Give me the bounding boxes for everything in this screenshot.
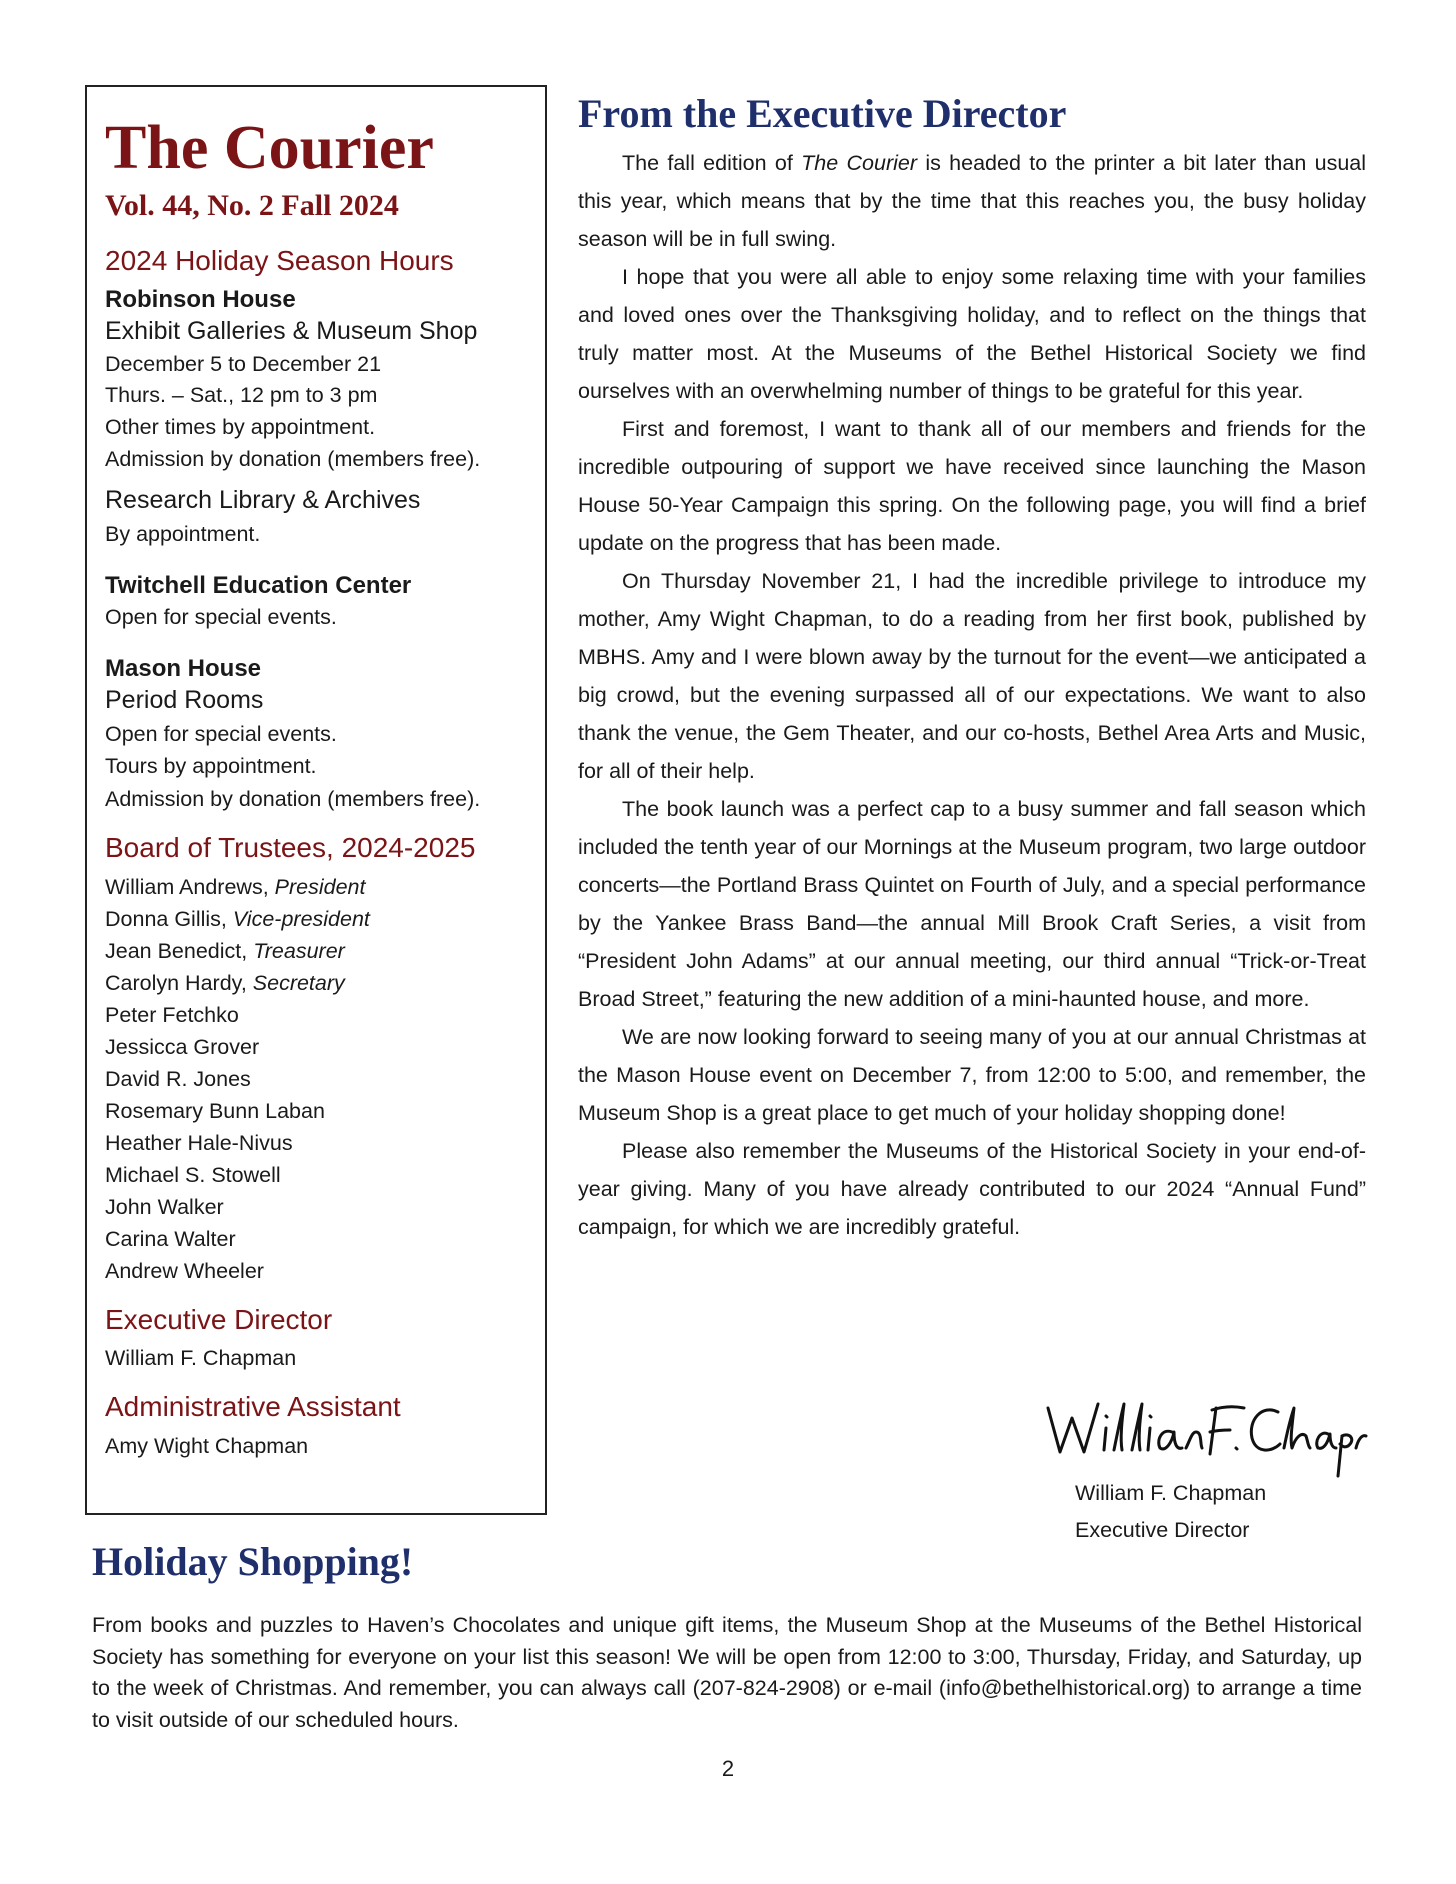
robinson-line: Thurs. – Sat., 12 pm to 3 pm <box>105 383 378 408</box>
trustee-item: Rosemary Bunn Laban <box>105 1098 325 1123</box>
trustee-item: Heather Hale-Nivus <box>105 1130 293 1155</box>
admin-name: Amy Wight Chapman <box>105 1433 309 1458</box>
library-line: By appointment. <box>105 521 261 546</box>
trustee-item: Donna Gillis, Vice-president <box>105 906 370 931</box>
article-paragraph: The fall edition of The Courier is headed to the printer a bit later than usual this year, which means that by the time that this reaches you, the busy holiday season will be in full swing. <box>578 151 1367 251</box>
trustee-item: John Walker <box>105 1194 224 1219</box>
trustee-item: William Andrews, President <box>105 874 366 899</box>
trustee-item: Jean Benedict, Treasurer <box>105 938 345 963</box>
board-heading: Board of Trustees, 2024-2025 <box>105 831 476 863</box>
exec-name: William F. Chapman <box>105 1346 297 1371</box>
mason-line: Admission by donation (members free). <box>105 786 481 811</box>
signatory-name: William F. Chapman <box>1075 1481 1267 1505</box>
director-article <box>578 92 1366 1246</box>
robinson-line: December 5 to December 21 <box>105 351 382 376</box>
hours-heading: 2024 Holiday Season Hours <box>105 245 454 276</box>
mason-line: Tours by appointment. <box>105 754 317 779</box>
admin-heading: Administrative Assistant <box>105 1391 401 1423</box>
mason-subtitle: Period Rooms <box>105 686 264 715</box>
robinson-line: Other times by appointment. <box>105 415 376 440</box>
trustee-item: Jessicca Grover <box>105 1034 260 1059</box>
article-paragraph: On Thursday November 21, I had the incredible privilege to introduce my mother, Amy Wight Chapman, to do a reading from her first book, published by MBHS. Amy and I were blown away by the turnout for the event—we anticipated a big crowd, but the evening surpassed all of our expectations. We want to also thank the venue, the Gem Theater, and our co-hosts, Bethel Area Arts and Music, for all of their help. <box>578 569 1366 783</box>
article-paragraph: I hope that you were all able to enjoy some relaxing time with your families and loved ones over the Thanksgiving holiday, and to reflect on the things that truly matter most. At the Museums of the Bethel Historical Society we find ourselves with an overwhelming number of things to be grateful for this year. <box>578 265 1366 403</box>
article-paragraph: The book launch was a perfect cap to a busy summer and fall season which included the tenth year of our Mornings at the Museum program, two large outdoor concerts—the Portland Brass Quintet on Fourth of July, and a special performance by the Yankee Brass Band—the annual Mill Brook Craft Series, a visit from “President John Adams” at our annual meeting, our third annual “Trick-or-Treat Broad Street,” featuring the new addition of a mini-haunted house, and more. <box>578 797 1366 1011</box>
publication-name: The Courier <box>801 151 917 175</box>
trustee-item: Carolyn Hardy, Secretary <box>105 970 345 995</box>
twitchell-line: Open for special events. <box>105 604 337 629</box>
article-paragraph: We are now looking forward to seeing many of you at our annual Christmas at the Mason House event on December 7, from 12:00 to 5:00, and remember, the Museum Shop is a great place to get much of your holiday shopping done! <box>578 1025 1366 1125</box>
robinson-title: Robinson House <box>105 285 296 313</box>
masthead-volume: Vol. 44, No. 2 Fall 2024 <box>105 189 399 222</box>
handwritten-signature <box>1040 1390 1370 1480</box>
sidebar-box <box>85 85 547 1515</box>
page-number: 2 <box>721 1756 735 1781</box>
mason-line: Open for special events. <box>105 722 337 747</box>
robinson-line: Admission by donation (members free). <box>105 446 481 471</box>
trustee-item: Peter Fetchko <box>105 1002 239 1027</box>
library-title: Research Library & Archives <box>105 485 421 514</box>
article-paragraph: Please also remember the Museums of the Historical Society in your end-of-year giving. Many of you have already contributed to our 2024 “Annual Fund” campaign, for which we are incredibly grateful. <box>578 1139 1366 1239</box>
exec-heading: Executive Director <box>105 1303 333 1335</box>
trustee-item: Michael S. Stowell <box>105 1162 281 1187</box>
article-paragraph: First and foremost, I want to thank all of our members and friends for the incredible outpouring of support we have received since launching the Mason House 50-Year Campaign this spring. On the following page, you will find a brief update on the progress that has been made. <box>578 417 1366 555</box>
shopping-title: Holiday Shopping! <box>92 1539 414 1584</box>
mason-title: Mason House <box>105 655 262 683</box>
article-title: From the Executive Director <box>578 91 1067 136</box>
trustee-item: Andrew Wheeler <box>105 1258 264 1283</box>
robinson-subtitle: Exhibit Galleries & Museum Shop <box>105 316 478 345</box>
trustee-item: Carina Walter <box>105 1226 236 1251</box>
trustee-item: David R. Jones <box>105 1066 251 1091</box>
trustee-list <box>105 871 527 1287</box>
twitchell-title: Twitchell Education Center <box>105 571 412 599</box>
masthead-title: The Courier <box>105 114 434 182</box>
signatory-role: Executive Director <box>1075 1518 1250 1542</box>
shopping-body: From books and puzzles to Haven’s Chocolates and unique gift items, the Museum Shop at the Museums of the Bethel Historical Society has something for everyone on your list this season! We will be open from 12:00 to 3:00, Thursday, Friday, and Saturday, up to the week of Christmas. And remember, you can always call (207-824-2908) or e-mail (info@bethelhistorical.org) to arrange a time to visit outside of our scheduled hours. <box>92 1613 1362 1732</box>
